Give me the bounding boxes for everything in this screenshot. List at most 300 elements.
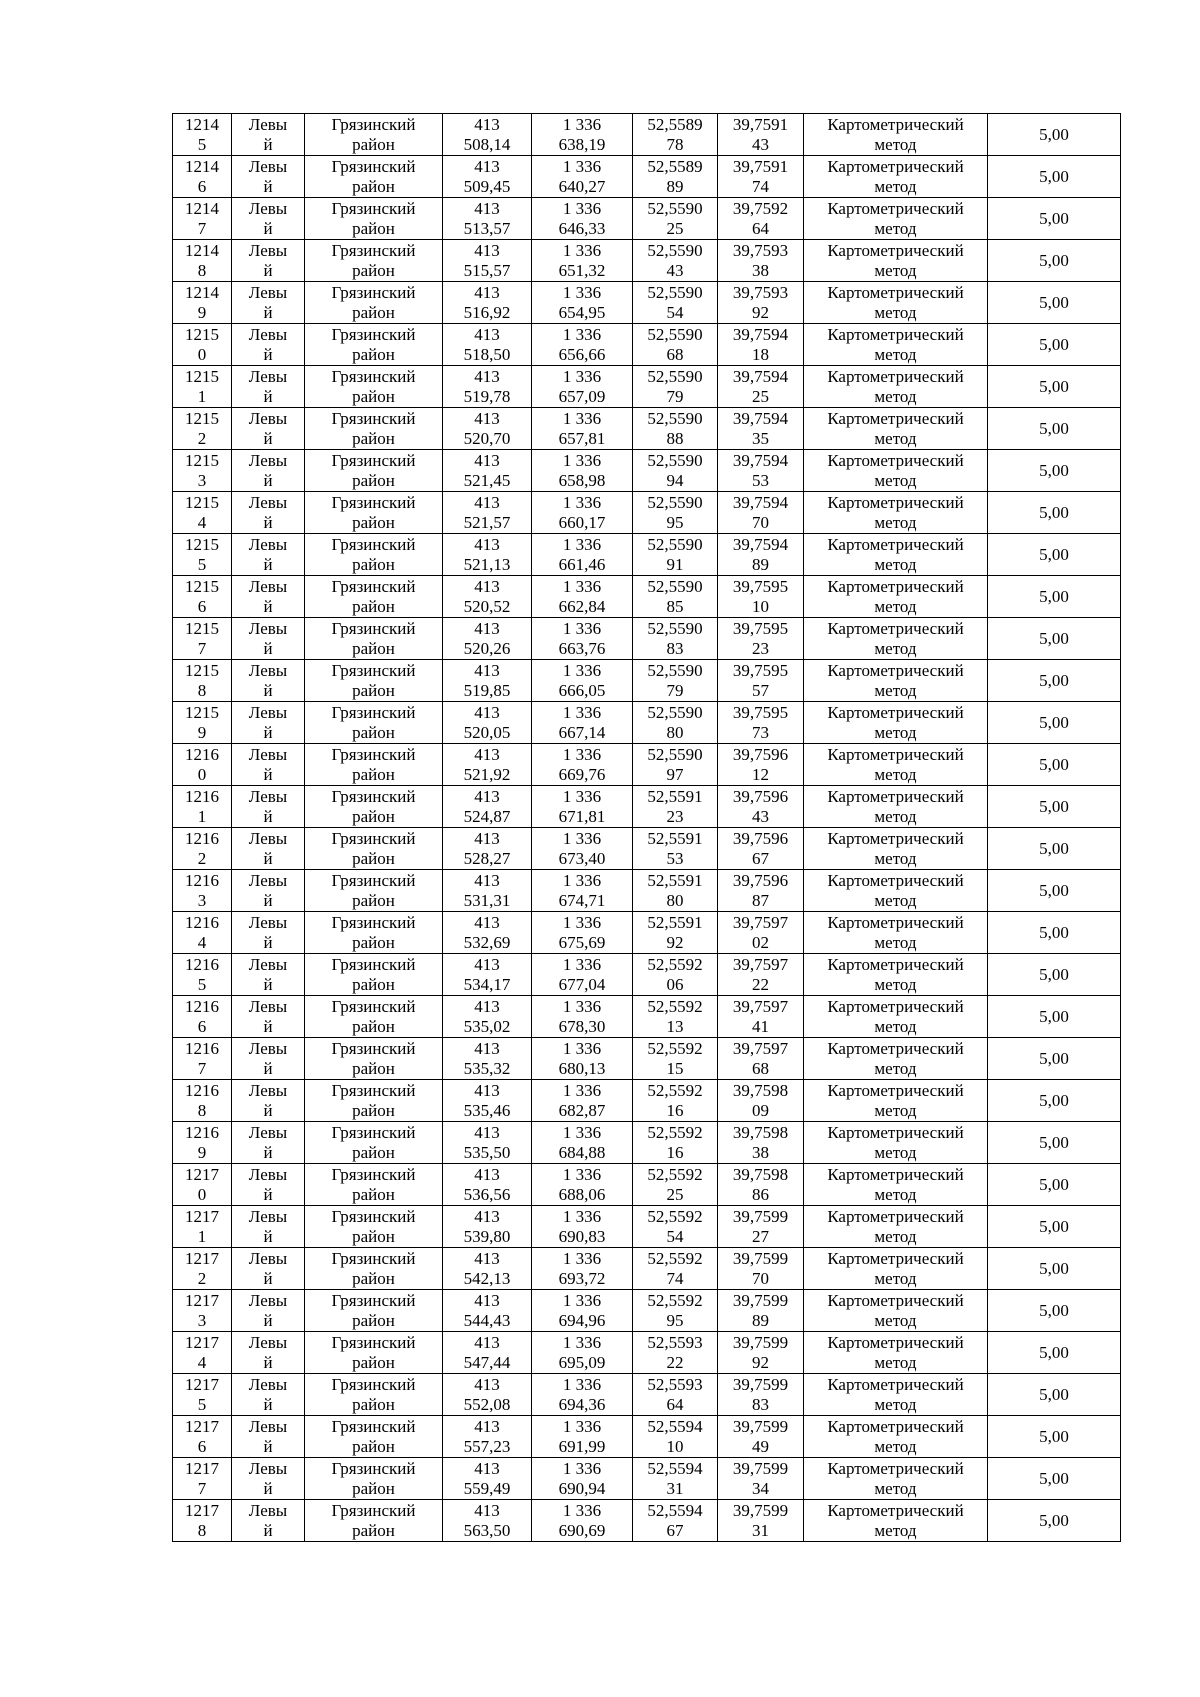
table-row [173, 954, 1121, 996]
point-number-cell-line: 3 [197, 470, 207, 490]
x-coordinate-cell-line: 413 [474, 1122, 500, 1142]
bank-side-cell-line: Левы [248, 114, 288, 134]
bank-side-cell-line: Левы [248, 954, 288, 974]
bank-side-cell [232, 1290, 305, 1332]
point-number-cell-line: 7 [197, 638, 207, 658]
district-cell-line: Грязинский [331, 1374, 416, 1394]
district-cell-line: Грязинский [331, 954, 416, 974]
latitude-cell [633, 702, 718, 744]
point-number-cell-line: 1217 [185, 1290, 219, 1310]
method-cell-line: Картометрический [827, 450, 964, 470]
latitude-cell [633, 282, 718, 324]
latitude-cell-line: 16 [666, 1100, 684, 1120]
error-cell: 5,00 [988, 828, 1121, 870]
district-cell-line: район [352, 1436, 395, 1456]
point-number-cell [173, 1080, 232, 1122]
y-coordinate-cell-line: 674,71 [558, 890, 606, 910]
bank-side-cell-line: й [263, 218, 273, 238]
longitude-cell-line: 27 [752, 1226, 769, 1246]
bank-side-cell [232, 1248, 305, 1290]
method-cell [804, 156, 988, 198]
bank-side-cell-line: Левы [248, 282, 288, 302]
district-cell-line: район [352, 134, 395, 154]
district-cell-line: район [352, 1394, 395, 1414]
bank-side-cell-line: Левы [248, 366, 288, 386]
district-cell-line: район [352, 302, 395, 322]
point-number-cell [173, 702, 232, 744]
x-coordinate-cell [443, 954, 532, 996]
bank-side-cell-line: Левы [248, 996, 288, 1016]
point-number-cell-line: 0 [197, 764, 207, 784]
method-cell-line: Картометрический [827, 702, 964, 722]
district-cell-line: район [352, 512, 395, 532]
method-cell-line: Картометрический [827, 786, 964, 806]
latitude-cell-line: 92 [666, 932, 684, 952]
bank-side-cell-line: й [263, 176, 273, 196]
error-cell: 5,00 [988, 1500, 1121, 1542]
longitude-cell-line: 35 [752, 428, 769, 448]
longitude-cell [718, 114, 804, 156]
method-cell-line: Картометрический [827, 492, 964, 512]
method-cell-line: метод [874, 764, 917, 784]
x-coordinate-cell-line: 539,80 [463, 1226, 511, 1246]
latitude-cell-line: 89 [666, 176, 684, 196]
table-row [173, 1290, 1121, 1332]
district-cell-line: Грязинский [331, 1038, 416, 1058]
latitude-cell-line: 52,5592 [647, 996, 703, 1016]
latitude-cell-line: 78 [666, 134, 684, 154]
y-coordinate-cell-line: 666,05 [558, 680, 606, 700]
latitude-cell-line: 53 [666, 848, 684, 868]
method-cell-line: Картометрический [827, 1164, 964, 1184]
method-cell-line: метод [874, 470, 917, 490]
latitude-cell-line: 52,5591 [647, 828, 703, 848]
latitude-cell [633, 954, 718, 996]
error-cell: 5,00 [988, 240, 1121, 282]
bank-side-cell-line: Левы [248, 1332, 288, 1352]
point-number-cell-line: 5 [197, 1394, 207, 1414]
y-coordinate-cell [532, 282, 633, 324]
district-cell-line: район [352, 596, 395, 616]
district-cell [305, 786, 443, 828]
table-row [173, 1122, 1121, 1164]
point-number-cell-line: 1215 [185, 450, 219, 470]
y-coordinate-cell [532, 1374, 633, 1416]
longitude-cell-line: 39,7595 [732, 702, 789, 722]
district-cell-line: район [352, 638, 395, 658]
latitude-cell-line: 52,5590 [647, 324, 703, 344]
latitude-cell [633, 1416, 718, 1458]
x-coordinate-cell-line: 413 [474, 660, 500, 680]
latitude-cell-line: 80 [666, 722, 684, 742]
district-cell [305, 702, 443, 744]
x-coordinate-cell-line: 535,46 [463, 1100, 511, 1120]
bank-side-cell-line: й [263, 1016, 273, 1036]
longitude-cell-line: 39,7597 [732, 912, 789, 932]
point-number-cell-line: 1216 [185, 996, 219, 1016]
longitude-cell [718, 1416, 804, 1458]
latitude-cell [633, 1332, 718, 1374]
bank-side-cell [232, 1332, 305, 1374]
method-cell-line: Картометрический [827, 576, 964, 596]
x-coordinate-cell-line: 413 [474, 1206, 500, 1226]
latitude-cell-line: 52,5592 [647, 1122, 703, 1142]
district-cell [305, 1458, 443, 1500]
error-cell: 5,00 [988, 1416, 1121, 1458]
district-cell [305, 1290, 443, 1332]
x-coordinate-cell-line: 535,50 [463, 1142, 511, 1162]
point-number-cell-line: 6 [197, 176, 207, 196]
y-coordinate-cell-line: 1 336 [562, 534, 602, 554]
latitude-cell [633, 408, 718, 450]
point-number-cell-line: 1214 [185, 198, 219, 218]
method-cell-line: метод [874, 1142, 917, 1162]
district-cell [305, 1332, 443, 1374]
longitude-cell [718, 786, 804, 828]
longitude-cell-line: 39,7592 [732, 198, 789, 218]
district-cell-line: район [352, 848, 395, 868]
district-cell-line: район [352, 764, 395, 784]
method-cell [804, 828, 988, 870]
point-number-cell-line: 1214 [185, 156, 219, 176]
y-coordinate-cell [532, 156, 633, 198]
point-number-cell-line: 1217 [185, 1248, 219, 1268]
bank-side-cell-line: Левы [248, 828, 288, 848]
bank-side-cell [232, 198, 305, 240]
y-coordinate-cell-line: 667,14 [558, 722, 606, 742]
longitude-cell-line: 18 [752, 344, 769, 364]
point-number-cell-line: 1215 [185, 324, 219, 344]
latitude-cell-line: 52,5590 [647, 450, 703, 470]
district-cell-line: район [352, 806, 395, 826]
method-cell [804, 492, 988, 534]
bank-side-cell [232, 492, 305, 534]
point-number-cell [173, 1038, 232, 1080]
district-cell-line: Грязинский [331, 1458, 416, 1478]
point-number-cell-line: 6 [197, 1436, 207, 1456]
y-coordinate-cell-line: 690,69 [558, 1520, 606, 1540]
point-number-cell [173, 450, 232, 492]
error-cell: 5,00 [988, 1290, 1121, 1332]
longitude-cell-line: 38 [752, 1142, 769, 1162]
bank-side-cell [232, 1458, 305, 1500]
bank-side-cell-line: Левы [248, 1248, 288, 1268]
x-coordinate-cell-line: 413 [474, 282, 500, 302]
method-cell-line: метод [874, 302, 917, 322]
district-cell [305, 828, 443, 870]
district-cell-line: район [352, 1184, 395, 1204]
x-coordinate-cell-line: 519,78 [463, 386, 511, 406]
method-cell-line: Картометрический [827, 744, 964, 764]
point-number-cell-line: 0 [197, 1184, 207, 1204]
x-coordinate-cell-line: 413 [474, 1374, 500, 1394]
x-coordinate-cell [443, 1500, 532, 1542]
bank-side-cell-line: Левы [248, 1290, 288, 1310]
y-coordinate-cell [532, 828, 633, 870]
y-coordinate-cell-line: 1 336 [562, 576, 602, 596]
point-number-cell-line: 1215 [185, 492, 219, 512]
bank-side-cell [232, 660, 305, 702]
method-cell [804, 996, 988, 1038]
latitude-cell [633, 618, 718, 660]
x-coordinate-cell-line: 544,43 [463, 1310, 511, 1330]
bank-side-cell [232, 324, 305, 366]
latitude-cell-line: 67 [666, 1520, 684, 1540]
longitude-cell-line: 39,7597 [732, 954, 789, 974]
latitude-cell [633, 1458, 718, 1500]
longitude-cell-line: 53 [752, 470, 769, 490]
latitude-cell-line: 52,5590 [647, 492, 703, 512]
table-row [173, 1500, 1121, 1542]
table-body [173, 114, 1121, 1542]
y-coordinate-cell-line: 638,19 [558, 134, 606, 154]
method-cell-line: Картометрический [827, 1080, 964, 1100]
latitude-cell-line: 68 [666, 344, 684, 364]
point-number-cell-line: 1216 [185, 786, 219, 806]
point-number-cell [173, 786, 232, 828]
district-cell-line: Грязинский [331, 1500, 416, 1520]
longitude-cell-line: 39,7597 [732, 1038, 789, 1058]
method-cell [804, 1080, 988, 1122]
bank-side-cell-line: Левы [248, 576, 288, 596]
x-coordinate-cell-line: 534,17 [463, 974, 511, 994]
x-coordinate-cell-line: 413 [474, 576, 500, 596]
latitude-cell-line: 52,5593 [647, 1332, 703, 1352]
x-coordinate-cell-line: 513,57 [463, 218, 511, 238]
bank-side-cell [232, 366, 305, 408]
bank-side-cell-line: Левы [248, 1080, 288, 1100]
y-coordinate-cell [532, 1290, 633, 1332]
table-row [173, 1374, 1121, 1416]
longitude-cell-line: 39,7599 [732, 1416, 789, 1436]
longitude-cell-line: 39,7595 [732, 576, 789, 596]
method-cell [804, 1038, 988, 1080]
latitude-cell-line: 52,5592 [647, 1038, 703, 1058]
y-coordinate-cell [532, 1500, 633, 1542]
point-number-cell-line: 5 [197, 554, 207, 574]
y-coordinate-cell [532, 492, 633, 534]
point-number-cell-line: 6 [197, 1016, 207, 1036]
district-cell-line: район [352, 1268, 395, 1288]
bank-side-cell-line: й [263, 680, 273, 700]
latitude-cell [633, 1374, 718, 1416]
point-number-cell-line: 8 [197, 1520, 207, 1540]
longitude-cell-line: 92 [752, 302, 769, 322]
longitude-cell-line: 39,7593 [732, 240, 789, 260]
longitude-cell [718, 744, 804, 786]
bank-side-cell-line: Левы [248, 1164, 288, 1184]
point-number-cell [173, 366, 232, 408]
method-cell [804, 1500, 988, 1542]
error-cell: 5,00 [988, 996, 1121, 1038]
x-coordinate-cell [443, 996, 532, 1038]
longitude-cell-line: 39,7596 [732, 828, 789, 848]
method-cell-line: Картометрический [827, 954, 964, 974]
latitude-cell [633, 240, 718, 282]
point-number-cell [173, 576, 232, 618]
longitude-cell-line: 39,7599 [732, 1458, 789, 1478]
district-cell [305, 1206, 443, 1248]
bank-side-cell-line: й [263, 470, 273, 490]
bank-side-cell [232, 114, 305, 156]
x-coordinate-cell-line: 413 [474, 1080, 500, 1100]
point-number-cell-line: 1217 [185, 1374, 219, 1394]
x-coordinate-cell [443, 1290, 532, 1332]
bank-side-cell [232, 282, 305, 324]
point-number-cell [173, 1164, 232, 1206]
y-coordinate-cell [532, 1080, 633, 1122]
method-cell [804, 240, 988, 282]
table-row [173, 1458, 1121, 1500]
longitude-cell-line: 57 [752, 680, 769, 700]
x-coordinate-cell-line: 542,13 [463, 1268, 511, 1288]
longitude-cell-line: 25 [752, 386, 769, 406]
district-cell-line: Грязинский [331, 324, 416, 344]
method-cell-line: Картометрический [827, 1206, 964, 1226]
bank-side-cell-line: Левы [248, 1038, 288, 1058]
method-cell-line: Картометрический [827, 156, 964, 176]
district-cell-line: Грязинский [331, 912, 416, 932]
point-number-cell-line: 5 [197, 974, 207, 994]
longitude-cell [718, 366, 804, 408]
latitude-cell [633, 1164, 718, 1206]
error-cell: 5,00 [988, 1248, 1121, 1290]
district-cell-line: Грязинский [331, 240, 416, 260]
x-coordinate-cell-line: 559,49 [463, 1478, 511, 1498]
bank-side-cell-line: Левы [248, 660, 288, 680]
method-cell-line: метод [874, 1436, 917, 1456]
bank-side-cell-line: Левы [248, 492, 288, 512]
district-cell-line: район [352, 1100, 395, 1120]
bank-side-cell [232, 996, 305, 1038]
x-coordinate-cell [443, 198, 532, 240]
x-coordinate-cell [443, 492, 532, 534]
point-number-cell [173, 198, 232, 240]
latitude-cell [633, 786, 718, 828]
longitude-cell [718, 1080, 804, 1122]
x-coordinate-cell [443, 366, 532, 408]
y-coordinate-cell-line: 1 336 [562, 618, 602, 638]
bank-side-cell [232, 618, 305, 660]
bank-side-cell [232, 408, 305, 450]
longitude-cell-line: 39,7591 [732, 156, 789, 176]
method-cell [804, 702, 988, 744]
method-cell-line: Картометрический [827, 1416, 964, 1436]
error-cell: 5,00 [988, 786, 1121, 828]
longitude-cell [718, 492, 804, 534]
y-coordinate-cell [532, 366, 633, 408]
district-cell [305, 492, 443, 534]
latitude-cell-line: 10 [666, 1436, 684, 1456]
error-cell: 5,00 [988, 912, 1121, 954]
method-cell [804, 1206, 988, 1248]
error-cell: 5,00 [988, 366, 1121, 408]
method-cell-line: метод [874, 218, 917, 238]
district-cell [305, 198, 443, 240]
bank-side-cell-line: й [263, 974, 273, 994]
x-coordinate-cell-line: 413 [474, 492, 500, 512]
longitude-cell-line: 39,7595 [732, 618, 789, 638]
method-cell [804, 408, 988, 450]
latitude-cell-line: 31 [666, 1478, 684, 1498]
method-cell-line: Картометрический [827, 912, 964, 932]
bank-side-cell-line: Левы [248, 408, 288, 428]
longitude-cell-line: 64 [752, 218, 769, 238]
bank-side-cell [232, 1080, 305, 1122]
x-coordinate-cell-line: 413 [474, 1248, 500, 1268]
table-row [173, 1332, 1121, 1374]
y-coordinate-cell [532, 702, 633, 744]
y-coordinate-cell-line: 662,84 [558, 596, 606, 616]
x-coordinate-cell-line: 508,14 [463, 134, 511, 154]
district-cell-line: Грязинский [331, 492, 416, 512]
y-coordinate-cell [532, 450, 633, 492]
point-number-cell-line: 1216 [185, 954, 219, 974]
district-cell [305, 1038, 443, 1080]
x-coordinate-cell [443, 450, 532, 492]
latitude-cell-line: 74 [666, 1268, 684, 1288]
y-coordinate-cell [532, 660, 633, 702]
longitude-cell-line: 74 [752, 176, 769, 196]
district-cell-line: Грязинский [331, 450, 416, 470]
table-row [173, 1206, 1121, 1248]
point-number-cell-line: 3 [197, 890, 207, 910]
latitude-cell [633, 114, 718, 156]
point-number-cell-line: 2 [197, 848, 207, 868]
method-cell-line: метод [874, 1058, 917, 1078]
bank-side-cell-line: Левы [248, 534, 288, 554]
y-coordinate-cell-line: 1 336 [562, 996, 602, 1016]
bank-side-cell-line: й [263, 764, 273, 784]
x-coordinate-cell [443, 408, 532, 450]
table-row [173, 492, 1121, 534]
x-coordinate-cell [443, 240, 532, 282]
x-coordinate-cell-line: 516,92 [463, 302, 511, 322]
y-coordinate-cell-line: 1 336 [562, 156, 602, 176]
method-cell-line: метод [874, 1100, 917, 1120]
table-row [173, 870, 1121, 912]
table-row [173, 1416, 1121, 1458]
bank-side-cell-line: й [263, 1058, 273, 1078]
latitude-cell-line: 52,5590 [647, 618, 703, 638]
bank-side-cell [232, 702, 305, 744]
bank-side-cell-line: й [263, 932, 273, 952]
bank-side-cell-line: Левы [248, 1122, 288, 1142]
longitude-cell-line: 31 [752, 1520, 769, 1540]
method-cell-line: метод [874, 596, 917, 616]
y-coordinate-cell-line: 1 336 [562, 114, 602, 134]
district-cell-line: район [352, 1142, 395, 1162]
x-coordinate-cell-line: 557,23 [463, 1436, 511, 1456]
district-cell [305, 996, 443, 1038]
district-cell-line: Грязинский [331, 744, 416, 764]
y-coordinate-cell-line: 1 336 [562, 954, 602, 974]
longitude-cell [718, 534, 804, 576]
x-coordinate-cell-line: 413 [474, 1500, 500, 1520]
latitude-cell-line: 25 [666, 218, 684, 238]
y-coordinate-cell-line: 640,27 [558, 176, 606, 196]
y-coordinate-cell-line: 1 336 [562, 366, 602, 386]
latitude-cell-line: 79 [666, 386, 684, 406]
bank-side-cell-line: Левы [248, 870, 288, 890]
point-number-cell-line: 1217 [185, 1458, 219, 1478]
district-cell-line: район [352, 176, 395, 196]
bank-side-cell-line: Левы [248, 324, 288, 344]
longitude-cell-line: 39,7598 [732, 1122, 789, 1142]
y-coordinate-cell [532, 324, 633, 366]
longitude-cell [718, 1038, 804, 1080]
x-coordinate-cell-line: 413 [474, 954, 500, 974]
